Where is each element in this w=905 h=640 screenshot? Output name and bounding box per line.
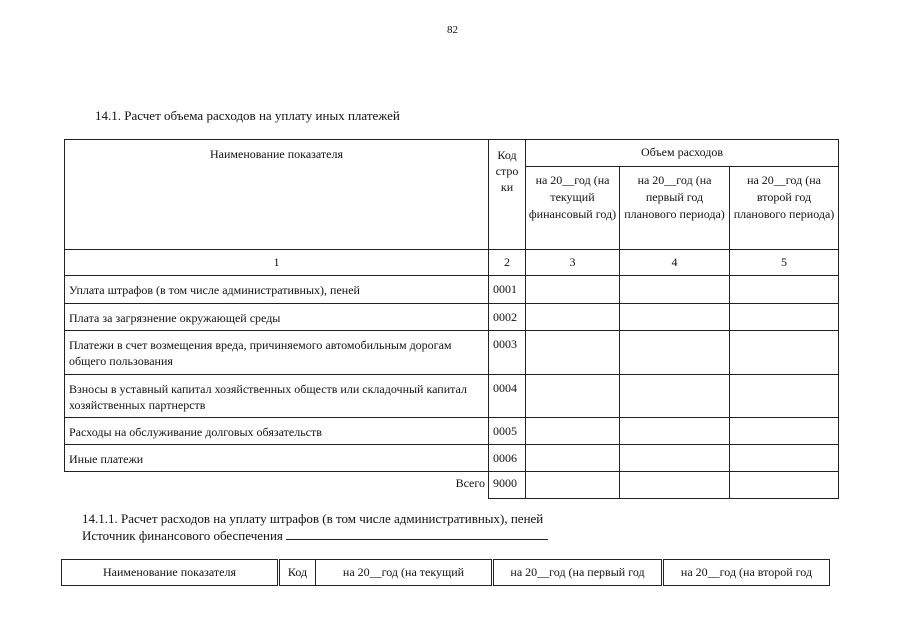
table-row [65,445,839,472]
column-number: 5 [730,250,839,276]
value-cell [730,375,839,418]
value-cell [730,472,839,499]
value-cell [526,418,620,445]
column-number: 4 [620,250,730,276]
table-row [65,375,839,418]
funding-source-label: Источник финансового обеспечения [82,528,283,543]
value-cell [620,375,730,418]
value-cell [730,331,839,375]
column-number: 3 [526,250,620,276]
value-cell [526,276,620,304]
column-number: 2 [489,250,526,276]
fines-header-current-year: на 20__год (на текущий [316,560,493,586]
column-number: 1 [65,250,489,276]
header-row-code-text: Код строки [495,148,519,194]
row-code: 0002 [489,304,526,331]
value-cell [730,276,839,304]
column-number-row [65,250,839,276]
total-label: Всего [65,472,489,499]
table-row [65,276,839,304]
funding-source-field[interactable] [286,527,548,540]
row-code: 0001 [489,276,526,304]
value-cell [526,331,620,375]
expenses-table [64,139,839,499]
fines-header-code: Код [279,560,316,586]
total-code: 9000 [489,472,526,499]
value-cell [620,445,730,472]
value-cell [730,418,839,445]
value-cell [620,276,730,304]
row-code: 0004 [489,375,526,418]
header-first-plan-year: на 20__год (на первый год планового периода) [620,166,730,249]
header-current-year: на 20__год (на текущий финансовый год) [526,166,620,249]
header-second-plan-year: на 20__год (на второй год планового периода) [730,166,839,249]
header-expense-volume: Объем расходов [526,140,839,167]
row-name: Платежи в счет возмещения вреда, причиняемого автомобильным дорогам общего пользования [65,331,489,375]
value-cell [620,304,730,331]
value-cell [620,472,730,499]
header-row-1 [65,140,839,167]
subsection-title: 14.1.1. Расчет расходов на уплату штрафов (в том числе административных), пеней [82,511,544,526]
fines-header-second-plan-year: на 20__год (на второй год [663,560,830,586]
row-name: Иные платежи [65,445,489,472]
row-name: Уплата штрафов (в том числе административных), пеней [65,276,489,304]
row-name: Плата за загрязнение окружающей среды [65,304,489,331]
header-indicator-name: Наименование показателя [65,140,489,250]
row-name: Расходы на обслуживание долговых обязательств [65,418,489,445]
header-row-code [489,140,526,250]
value-cell [730,304,839,331]
table-row [65,331,839,375]
row-code: 0003 [489,331,526,375]
table-row [65,304,839,331]
value-cell [526,375,620,418]
value-cell [526,445,620,472]
value-cell [526,472,620,499]
funding-source-line [82,527,548,544]
fines-header-first-plan-year: на 20__год (на первый год [493,560,663,586]
fines-header-row [62,560,830,586]
fines-header-indicator-name: Наименование показателя [62,560,279,586]
table-row [65,418,839,445]
total-row [65,472,839,499]
section-title: 14.1. Расчет объема расходов на уплату иных платежей [95,108,400,123]
value-cell [620,331,730,375]
fines-table [61,559,830,586]
row-code: 0005 [489,418,526,445]
value-cell [620,418,730,445]
value-cell [526,304,620,331]
page-number: 82 [447,24,458,36]
row-name: Взносы в уставный капитал хозяйственных обществ или складочный капитал хозяйственных партнерств [65,375,489,418]
value-cell [730,445,839,472]
row-code: 0006 [489,445,526,472]
